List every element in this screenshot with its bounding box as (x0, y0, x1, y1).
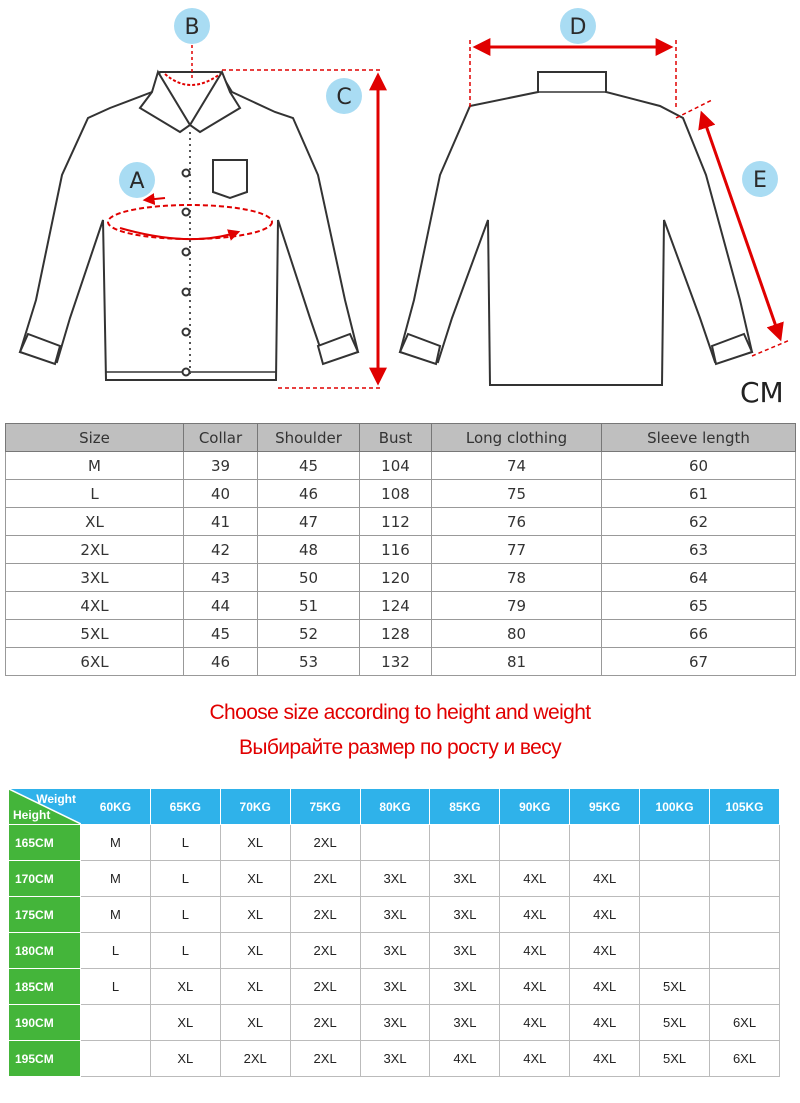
size-cell-shoulder: 50 (258, 564, 360, 592)
height-row (9, 969, 780, 1005)
note-english: Choose size according to height and weight (209, 701, 591, 724)
recommended-size-cell (500, 825, 570, 861)
recommended-size-cell: 2XL (290, 969, 360, 1005)
recommended-size-cell: 2XL (290, 933, 360, 969)
size-cell-bust: 128 (360, 620, 432, 648)
size-cell-sleeve-length: 67 (602, 648, 796, 676)
size-cell-sleeve-length: 66 (602, 620, 796, 648)
size-cell-size: XL (6, 508, 184, 536)
recommended-size-cell: 6XL (710, 1005, 780, 1041)
recommended-size-cell: 3XL (360, 933, 430, 969)
recommended-size-cell: XL (220, 969, 290, 1005)
unit-label: CM (740, 376, 784, 409)
height-weight-table (8, 788, 780, 1077)
recommended-size-cell (430, 825, 500, 861)
recommended-size-cell (710, 897, 780, 933)
size-cell-bust: 112 (360, 508, 432, 536)
recommended-size-cell: 4XL (500, 897, 570, 933)
size-cell-size: 4XL (6, 592, 184, 620)
size-row (6, 592, 796, 620)
recommended-size-cell (360, 825, 430, 861)
height-label-cell: 195CM (9, 1041, 81, 1077)
sleeve-guide-top (676, 100, 712, 118)
weight-header-cell: 70KG (220, 789, 290, 825)
weight-header-cell: 85KG (430, 789, 500, 825)
recommended-size-cell (710, 933, 780, 969)
badge-c (326, 78, 362, 114)
size-row (6, 508, 796, 536)
height-row (9, 1041, 780, 1077)
weight-header-cell: 80KG (360, 789, 430, 825)
size-cell-size: 2XL (6, 536, 184, 564)
recommended-size-cell: XL (220, 897, 290, 933)
recommended-size-cell: L (150, 861, 220, 897)
recommended-size-cell: XL (220, 861, 290, 897)
recommended-size-cell: 3XL (430, 1005, 500, 1041)
recommended-size-cell: XL (220, 1005, 290, 1041)
height-row (9, 861, 780, 897)
weight-header-cell: 65KG (150, 789, 220, 825)
svg-text:C: C (336, 85, 352, 110)
size-cell-collar: 45 (184, 620, 258, 648)
size-cell-bust: 116 (360, 536, 432, 564)
size-cell-collar: 43 (184, 564, 258, 592)
size-cell-collar: 46 (184, 648, 258, 676)
size-cell-long-clothing: 80 (432, 620, 602, 648)
recommended-size-cell: 4XL (570, 1005, 640, 1041)
corner-weight-label: Weight (36, 792, 76, 806)
badge-e (742, 161, 778, 197)
recommended-size-cell (570, 825, 640, 861)
size-cell-bust: 132 (360, 648, 432, 676)
svg-text:D: D (569, 15, 587, 40)
recommended-size-cell: 3XL (360, 1005, 430, 1041)
shirt-back-drawing (400, 72, 752, 385)
recommended-size-cell (640, 897, 710, 933)
recommended-size-cell: 4XL (570, 861, 640, 897)
weight-header-cell: 105KG (710, 789, 780, 825)
size-cell-shoulder: 51 (258, 592, 360, 620)
recommended-size-cell: XL (220, 933, 290, 969)
recommended-size-cell: XL (150, 1005, 220, 1041)
recommended-size-cell: L (150, 897, 220, 933)
size-cell-size: 5XL (6, 620, 184, 648)
header-sleeve-length: Sleeve length (602, 424, 796, 452)
recommended-size-cell (710, 861, 780, 897)
recommended-size-cell: 2XL (290, 825, 360, 861)
recommended-size-cell: 3XL (430, 897, 500, 933)
recommended-size-cell (710, 825, 780, 861)
size-cell-bust: 120 (360, 564, 432, 592)
recommended-size-cell: 4XL (570, 897, 640, 933)
header-shoulder: Shoulder (258, 424, 360, 452)
recommended-size-cell: 2XL (290, 897, 360, 933)
size-cell-bust: 108 (360, 480, 432, 508)
recommended-size-cell (81, 1041, 151, 1077)
size-cell-sleeve-length: 60 (602, 452, 796, 480)
height-row (9, 897, 780, 933)
size-cell-shoulder: 47 (258, 508, 360, 536)
size-cell-size: 3XL (6, 564, 184, 592)
recommended-size-cell: 2XL (290, 1041, 360, 1077)
size-cell-size: L (6, 480, 184, 508)
recommended-size-cell: 4XL (500, 861, 570, 897)
size-row (6, 480, 796, 508)
size-cell-shoulder: 52 (258, 620, 360, 648)
recommended-size-cell: 2XL (290, 1005, 360, 1041)
recommended-size-cell: 4XL (500, 933, 570, 969)
height-label-cell: 180CM (9, 933, 81, 969)
size-chart-header (6, 424, 796, 452)
size-row (6, 536, 796, 564)
size-cell-long-clothing: 77 (432, 536, 602, 564)
height-label-cell: 175CM (9, 897, 81, 933)
recommended-size-cell: XL (150, 969, 220, 1005)
recommended-size-cell: 5XL (640, 1005, 710, 1041)
size-cell-shoulder: 48 (258, 536, 360, 564)
size-cell-bust: 104 (360, 452, 432, 480)
size-cell-shoulder: 53 (258, 648, 360, 676)
recommended-size-cell: XL (150, 1041, 220, 1077)
shirt-measurement-diagram (0, 0, 800, 410)
recommended-size-cell: 5XL (640, 969, 710, 1005)
size-cell-long-clothing: 81 (432, 648, 602, 676)
size-cell-long-clothing: 78 (432, 564, 602, 592)
weight-header-cell: 75KG (290, 789, 360, 825)
recommended-size-cell: 3XL (360, 897, 430, 933)
height-label-cell: 170CM (9, 861, 81, 897)
recommended-size-cell: 4XL (500, 1005, 570, 1041)
size-cell-sleeve-length: 63 (602, 536, 796, 564)
recommended-size-cell: 3XL (430, 933, 500, 969)
recommended-size-cell: 4XL (430, 1041, 500, 1077)
size-cell-long-clothing: 76 (432, 508, 602, 536)
header-size: Size (6, 424, 184, 452)
recommended-size-cell: 3XL (430, 861, 500, 897)
recommended-size-cell: L (81, 933, 151, 969)
weight-header-cell: 95KG (570, 789, 640, 825)
recommended-size-cell: 4XL (500, 1041, 570, 1077)
recommended-size-cell (640, 933, 710, 969)
size-cell-bust: 124 (360, 592, 432, 620)
svg-text:B: B (184, 15, 200, 40)
weight-header-row (9, 789, 780, 825)
recommended-size-cell: 4XL (570, 969, 640, 1005)
weight-header-cell: 100KG (640, 789, 710, 825)
size-cell-sleeve-length: 64 (602, 564, 796, 592)
size-cell-long-clothing: 75 (432, 480, 602, 508)
badge-d (560, 8, 596, 44)
size-cell-size: 6XL (6, 648, 184, 676)
note-russian: Выбирайте размер по росту и весу (238, 736, 562, 759)
corner-cell (9, 789, 81, 825)
recommended-size-cell: 3XL (430, 969, 500, 1005)
recommended-size-cell (640, 825, 710, 861)
height-row (9, 1005, 780, 1041)
height-label-cell: 165CM (9, 825, 81, 861)
recommended-size-cell: 6XL (710, 1041, 780, 1077)
size-cell-sleeve-length: 65 (602, 592, 796, 620)
height-label-cell: 190CM (9, 1005, 81, 1041)
recommended-size-cell: L (150, 825, 220, 861)
recommended-size-cell: L (81, 969, 151, 1005)
size-cell-collar: 42 (184, 536, 258, 564)
recommended-size-cell: 3XL (360, 969, 430, 1005)
size-cell-long-clothing: 74 (432, 452, 602, 480)
size-cell-sleeve-length: 61 (602, 480, 796, 508)
recommended-size-cell (640, 861, 710, 897)
corner-height-label: Height (13, 808, 51, 822)
header-bust: Bust (360, 424, 432, 452)
sleeve-guide-bottom (752, 340, 790, 356)
recommended-size-cell: M (81, 861, 151, 897)
recommended-size-cell: M (81, 825, 151, 861)
size-cell-collar: 40 (184, 480, 258, 508)
size-cell-collar: 41 (184, 508, 258, 536)
recommended-size-cell: 2XL (290, 861, 360, 897)
size-cell-size: M (6, 452, 184, 480)
recommended-size-cell (81, 1005, 151, 1041)
size-row (6, 452, 796, 480)
size-row (6, 648, 796, 676)
header-collar: Collar (184, 424, 258, 452)
size-cell-long-clothing: 79 (432, 592, 602, 620)
size-row (6, 620, 796, 648)
recommended-size-cell: 3XL (360, 1041, 430, 1077)
recommended-size-cell (710, 969, 780, 1005)
recommended-size-cell: 4XL (570, 933, 640, 969)
weight-header-cell: 60KG (81, 789, 151, 825)
height-row (9, 933, 780, 969)
svg-text:A: A (129, 169, 145, 194)
badge-a (119, 162, 155, 198)
svg-text:E: E (753, 168, 767, 193)
recommended-size-cell: 4XL (500, 969, 570, 1005)
height-label-cell: 185CM (9, 969, 81, 1005)
recommended-size-cell: 5XL (640, 1041, 710, 1077)
size-chart-table (5, 423, 796, 676)
size-cell-shoulder: 45 (258, 452, 360, 480)
size-row (6, 564, 796, 592)
recommended-size-cell: XL (220, 825, 290, 861)
size-cell-collar: 39 (184, 452, 258, 480)
recommended-size-cell: 3XL (360, 861, 430, 897)
height-row (9, 825, 780, 861)
weight-header-cell: 90KG (500, 789, 570, 825)
badge-b (174, 8, 210, 44)
header-long-clothing: Long clothing (432, 424, 602, 452)
recommended-size-cell: L (150, 933, 220, 969)
recommended-size-cell: M (81, 897, 151, 933)
recommended-size-cell: 2XL (220, 1041, 290, 1077)
size-cell-sleeve-length: 62 (602, 508, 796, 536)
recommended-size-cell: 4XL (570, 1041, 640, 1077)
size-cell-collar: 44 (184, 592, 258, 620)
size-cell-shoulder: 46 (258, 480, 360, 508)
